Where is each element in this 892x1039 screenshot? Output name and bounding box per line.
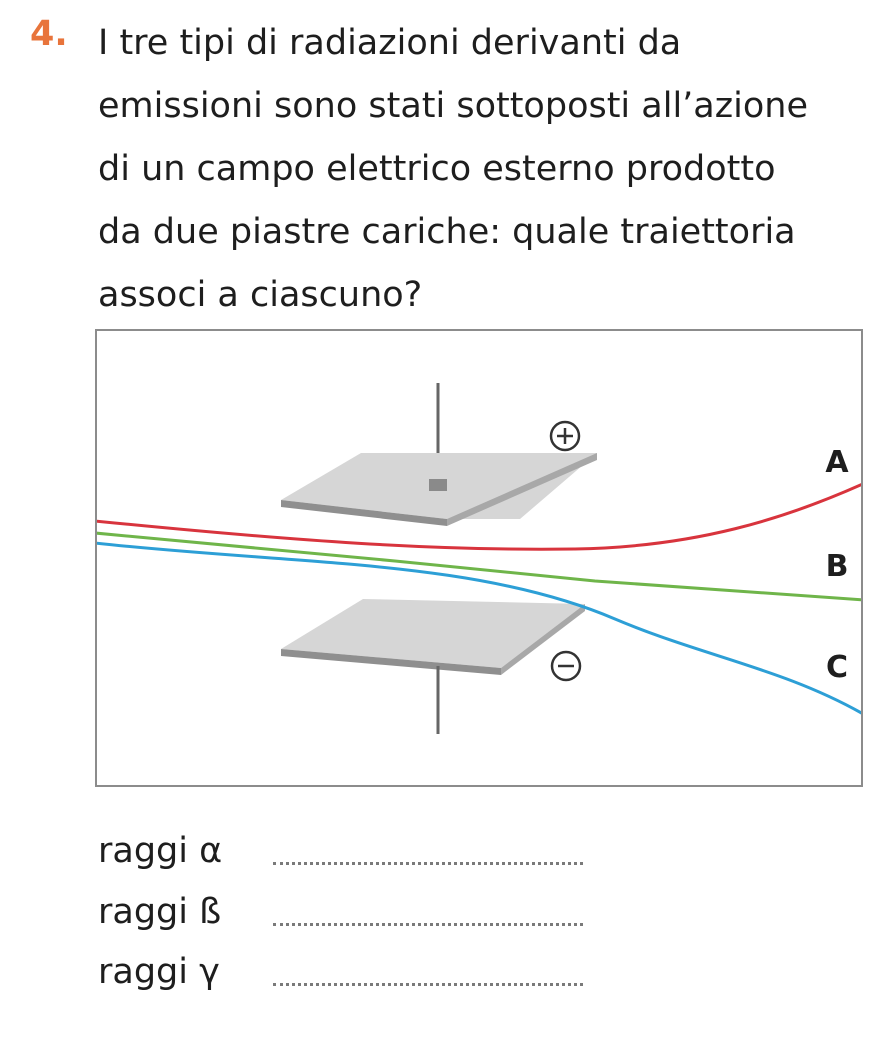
question-text [98, 12, 892, 327]
question-line: da due piastre cariche: quale traiettoria [98, 212, 796, 252]
minus-sign-icon [552, 652, 580, 680]
question-number: 4. [30, 14, 68, 54]
answer-row-beta [98, 887, 698, 937]
label-c: C [825, 650, 849, 685]
answer-blank-gamma[interactable] [273, 983, 583, 986]
deflection-figure [95, 329, 863, 787]
plus-sign-icon [551, 422, 579, 450]
answer-row-gamma [98, 947, 698, 997]
answer-row-alpha [98, 826, 698, 876]
answer-blank-beta[interactable] [273, 923, 583, 926]
answer-blank-alpha[interactable] [273, 862, 583, 865]
trajectory-b [95, 533, 863, 600]
answer-label: raggi γ [98, 952, 220, 992]
upper-plate-connector [429, 479, 447, 491]
deflection-diagram [95, 329, 863, 787]
question-line: I tre tipi di radiazioni derivanti da [98, 23, 682, 63]
question-line: emissioni sono stati sottoposti all’azione [98, 86, 808, 126]
label-a: A [825, 445, 849, 480]
label-b: B [825, 549, 849, 584]
question-line: associ a ciascuno? [98, 275, 423, 315]
question-line: di un campo elettrico esterno prodotto [98, 149, 776, 189]
answer-label: raggi α [98, 831, 223, 871]
answer-label: raggi ß [98, 892, 222, 932]
